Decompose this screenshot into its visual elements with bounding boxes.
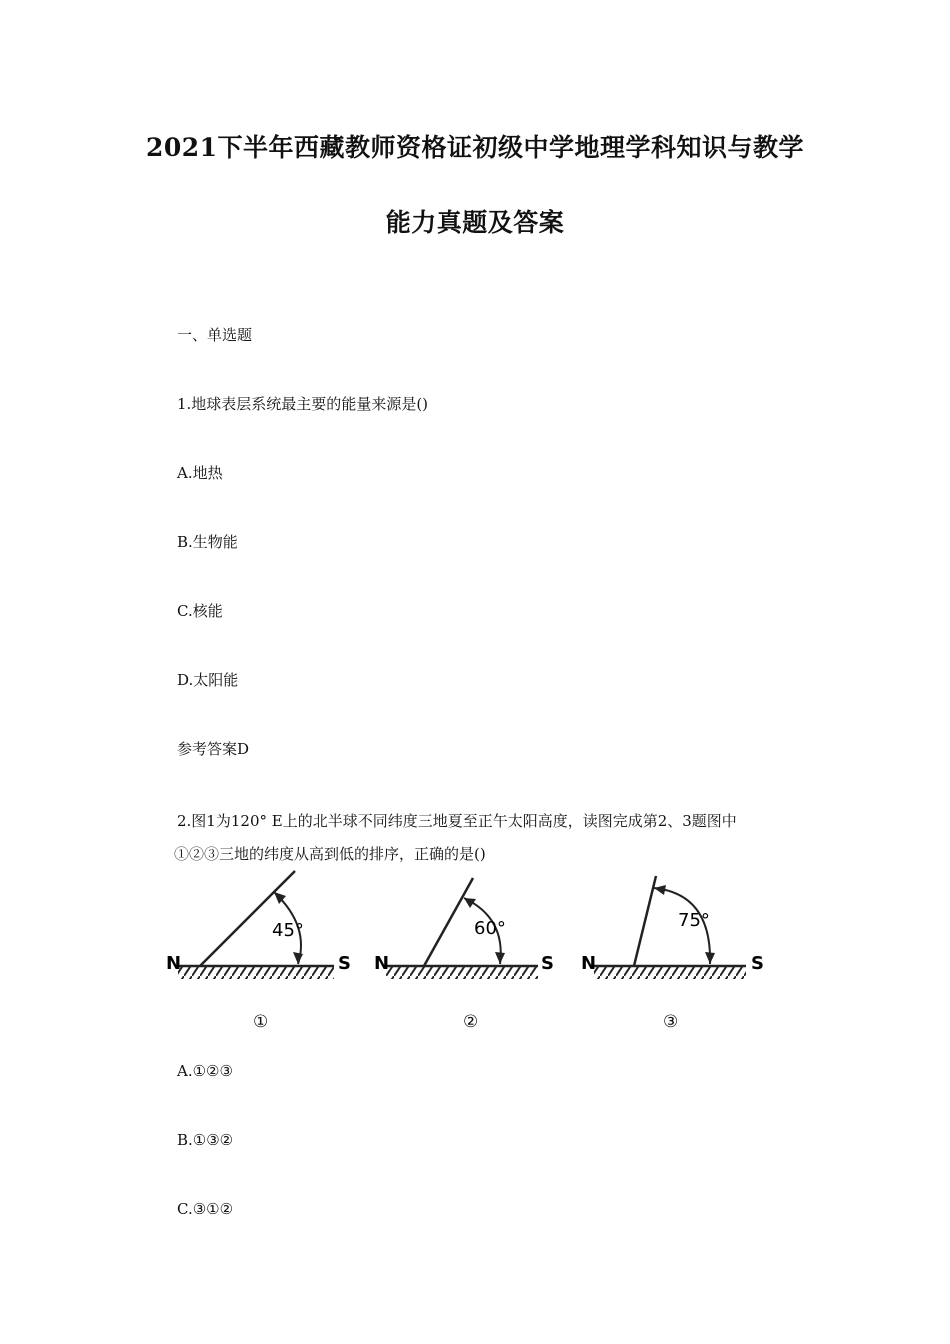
sun-angle-figure-1: [160, 868, 360, 990]
north-label: N: [374, 953, 390, 974]
document-title-line-1: 2021下半年西藏教师资格证初级中学地理学科知识与教学: [145, 133, 805, 162]
question-1-option-c: C.核能: [177, 602, 223, 620]
question-2-option-c: C.③①②: [177, 1200, 234, 1218]
north-label: N: [581, 953, 597, 974]
section-heading: 一、单选题: [177, 326, 253, 344]
question-1-option-d: D.太阳能: [177, 671, 239, 689]
south-label: S: [541, 953, 554, 974]
question-2-option-b: B.①③②: [177, 1131, 234, 1149]
figure-2-label: ②: [463, 1012, 479, 1032]
angle-label-60: 60°: [474, 918, 506, 939]
figure-1-label: ①: [253, 1012, 269, 1032]
document-title-line-2: 能力真题及答案: [385, 208, 565, 237]
south-label: S: [338, 953, 351, 974]
question-2-option-a: A.①②③: [177, 1062, 233, 1080]
question-1-answer: 参考答案D: [177, 740, 250, 758]
question-2-stem: [174, 805, 817, 871]
north-label: N: [166, 953, 182, 974]
angle-label-75: 75°: [678, 910, 710, 931]
question-1-stem: 1.地球表层系统最主要的能量来源是(): [177, 395, 429, 413]
question-2-stem-line-2: ①②③三地的纬度从高到低的排序，正确的是(): [174, 845, 486, 863]
question-2-stem-line-1: 2.图1为120° E上的北半球不同纬度三地夏至正午太阳高度，读图完成第2、3题图中: [177, 812, 737, 830]
figure-3-label: ③: [663, 1012, 679, 1032]
question-1-option-a: A.地热: [177, 464, 223, 482]
question-1-option-b: B.生物能: [177, 533, 238, 551]
sun-angle-figure-2: [370, 868, 570, 990]
sun-angle-figure-3: [576, 868, 776, 990]
angle-label-45: 45°: [272, 920, 304, 941]
south-label: S: [751, 953, 764, 974]
